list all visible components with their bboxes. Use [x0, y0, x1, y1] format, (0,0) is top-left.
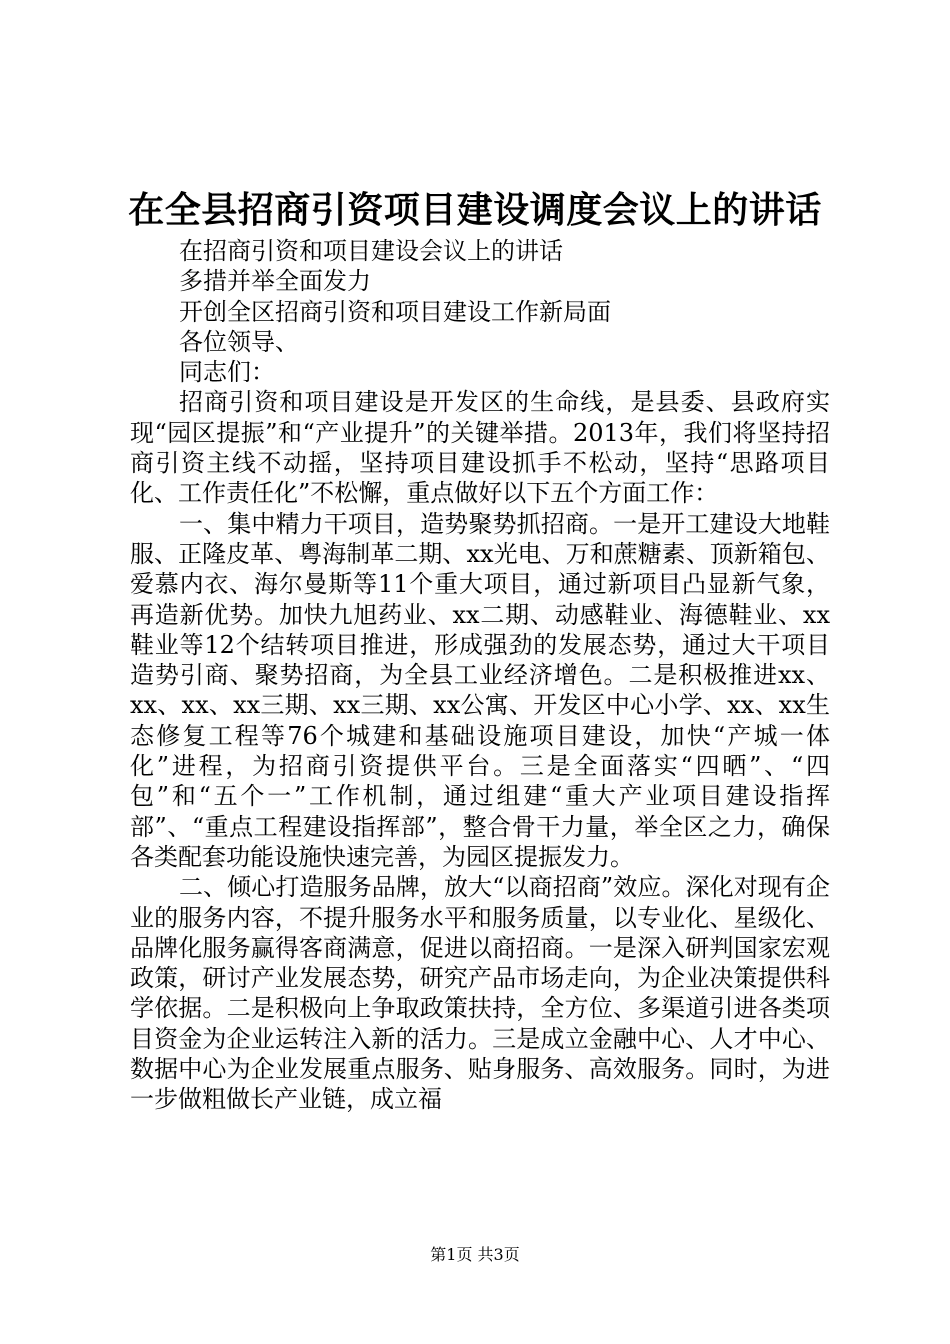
body-paragraph: 一、集中精力干项目，造势聚势抓招商。一是开工建设大地鞋服、正隆皮革、粤海制革二期、xx光电、万和蔗糖素、顶新箱包、爱慕内衣、海尔曼斯等11个重大项目，通过新项目凸显新气象，再造新优势。加快九旭药业、xx二期、动感鞋业、海德鞋业、xx鞋业等12个结转项目推进，形成强劲的发展态势，通过大干项目造势引商、聚势招商，为全县工业经济增色。二是积极推进xx、xx、xx、xx三期、xx三期、xx公寓、开发区中心小学、xx、xx生态修复工程等76个城建和基础设施项目建设，加快“产城一体化”进程，为招商引资提供平台。三是全面落实“四晒”、“四包”和“五个一”工作机制，通过组建“重大产业项目建设指挥部”、“重点工程建设指挥部”，整合骨干力量，举全区之力，确保各类配套功能设施快速完善，为园区提振发力。 — [130, 509, 830, 871]
page-number-footer: 第1页 共3页 — [430, 1245, 520, 1264]
body-paragraph: 招商引资和项目建设是开发区的生命线，是县委、县政府实现“园区提振”和“产业提升”的关键举措。2013年，我们将坚持招商引资主线不动摇，坚持项目建设抓手不松动，坚持“思路项目化、工作责任化”不松懈，重点做好以下五个方面工作： — [130, 388, 830, 508]
document-body — [130, 236, 830, 1115]
subtitle-line: 多措并举全面发力 — [179, 267, 371, 296]
document-title: 在全县招商引资项目建设调度会议上的讲话 — [128, 189, 822, 231]
body-paragraph: 二、倾心打造服务品牌，放大“以商招商”效应。深化对现有企业的服务内容，不提升服务水平和服务质量，以专业化、星级化、品牌化服务赢得客商满意，促进以商招商。一是深入研判国家宏观政策，研讨产业发展态势，研究产品市场走向，为企业决策提供科学依据。二是积极向上争取政策扶持，全方位、多渠道引进各类项目资金为企业运转注入新的活力。三是成立金融中心、人才中心、数据中心为企业发展重点服务、贴身服务、高效服务。同时，为进一步做粗做长产业链，成立福 — [130, 873, 830, 1114]
salutation-line: 各位领导、 — [179, 327, 299, 356]
subtitle-line: 开创全区招商引资和项目建设工作新局面 — [179, 297, 611, 326]
salutation-line: 同志们： — [179, 358, 275, 387]
subtitle-line: 在招商引资和项目建设会议上的讲话 — [179, 237, 563, 265]
